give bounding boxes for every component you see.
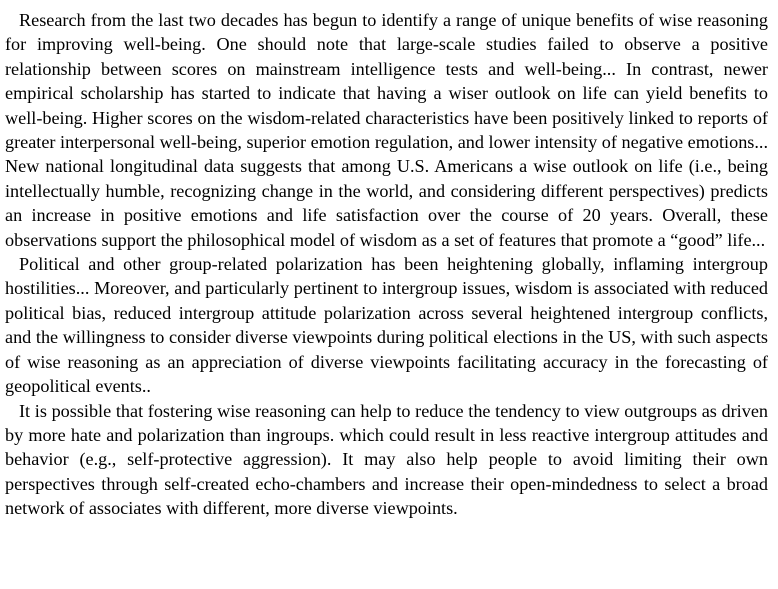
paragraph-fostering-wise-reasoning: It is possible that fostering wise reasoning can help to reduce the tendency to view outgroups as driven by more hate and polarization than ingroups. which could result in less reactive intergroup attitudes and behavior (e.g., self-protective aggression). It may also help people to avoid limiting their own perspectives through self-created echo-chambers and increase their open-mindedness to select a broad network of associates with different, more diverse viewpoints. <box>5 400 768 519</box>
paragraph-polarization: Political and other group-related polarization has been heightening globally, inflaming intergroup hostilities... Moreover, and particularly pertinent to intergroup issues, wisdom is associated with reduced political bias, reduced intergroup attitude polarization across several heightened intergroup conflicts, and the willingness to consider diverse viewpoints during political elections in the US, with such aspects of wise reasoning as an appreciation of diverse viewpoints facilitating accuracy in the forecasting of geopolitical events.. <box>5 254 768 397</box>
paragraph-wisdom-well-being: Research from the last two decades has begun to identify a range of unique benefits of wise reasoning for improving well-being. One should note that large-scale studies failed to observe a positive relationship between scores on mainstream intelligence tests and well-being... In contrast, newer empirical scholarship has started to indicate that having a wiser outlook on life can yield benefits to well-being. Higher scores on the wisdom-related characteristics have been positively linked to reports of greater interpersonal well-being, superior emotion regulation, and lower intensity of negative emotions... New national longitudinal data suggests that among U.S. Americans a wise outlook on life (i.e., being intellectually humble, recognizing change in the world, and considering different perspectives) predicts an increase in positive emotions and life satisfaction over the course of 20 years. Overall, these observations support the philosophical model of wisdom as a set of features that promote a “good” life... <box>5 10 768 250</box>
